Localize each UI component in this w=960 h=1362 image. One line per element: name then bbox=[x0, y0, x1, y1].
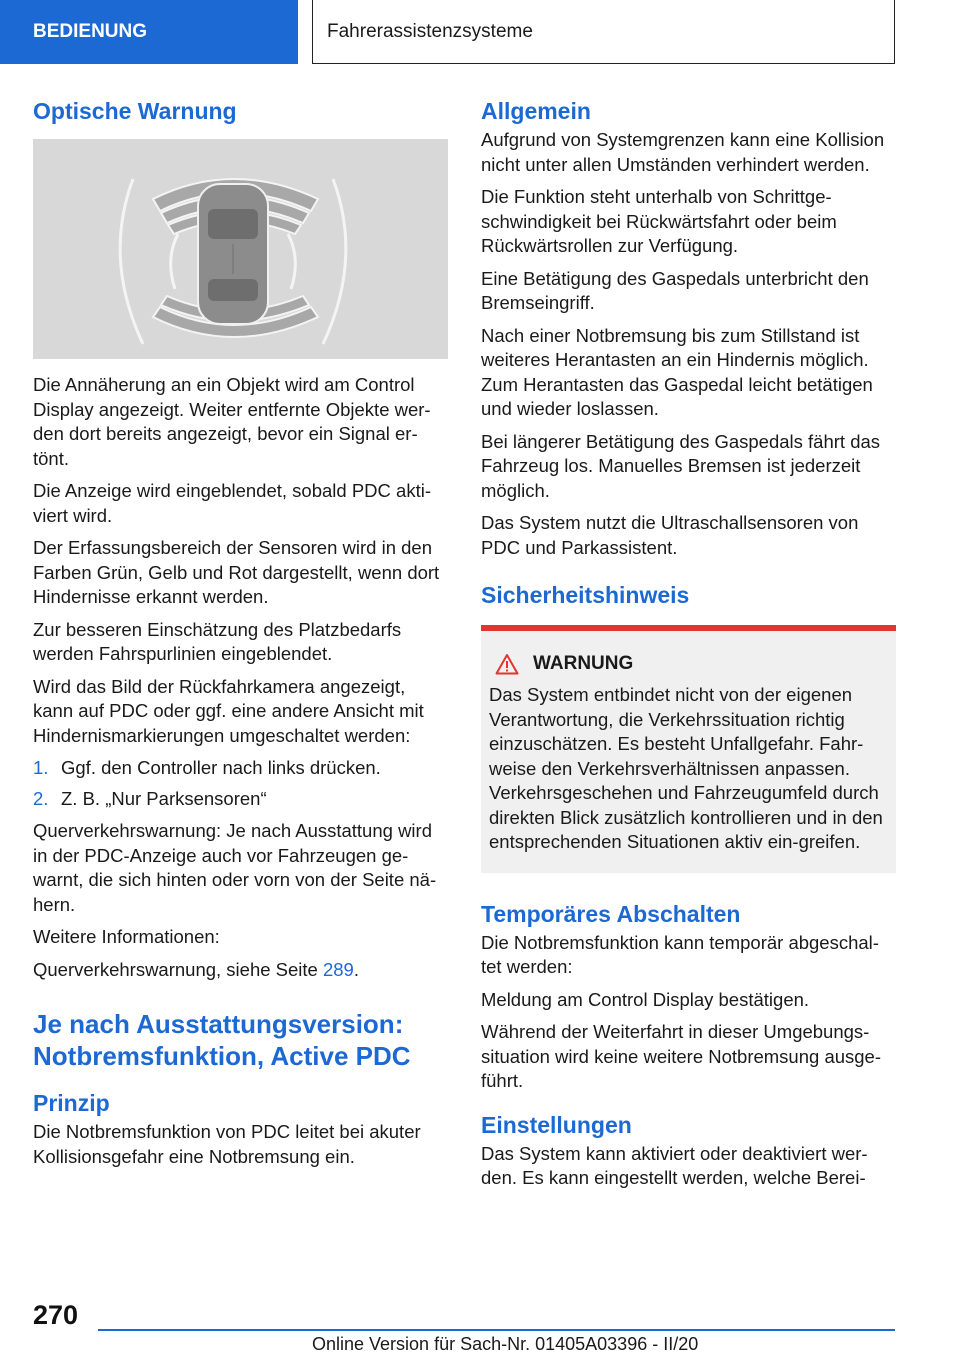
paragraph: Nach einer Notbremsung bis zum Stillstand ist weiteres Herantasten an ein Hindernis möglich. Zum Herantasten das Gaspedal leicht betätigen und wieder loslassen. bbox=[481, 324, 873, 419]
warning-triangle-icon bbox=[495, 653, 519, 675]
paragraph-cross-reference bbox=[33, 958, 448, 983]
step-list bbox=[33, 756, 448, 811]
paragraph: Die Notbremsfunktion von PDC leitet bei akuter Kollisionsgefahr eine Notbremsung ein. bbox=[33, 1121, 421, 1167]
paragraph: Die Annäherung an ein Objekt wird am Control Display angezeigt. Weiter entfernte Objekte wer-den dort bereits angezeigt, bevor ein Signal er-tönt. bbox=[33, 374, 431, 469]
heading-optische-warnung: Optische Warnung bbox=[33, 98, 237, 124]
left-column bbox=[33, 98, 448, 1177]
list-item bbox=[33, 756, 448, 781]
footer-divider bbox=[98, 1329, 895, 1331]
online-version-note: Online Version für Sach-Nr. 01405A03396 - II/20 bbox=[312, 1334, 699, 1354]
pdc-display-figure bbox=[33, 139, 448, 359]
chapter-title: Fahrerassistenzsysteme bbox=[327, 20, 533, 42]
right-column bbox=[481, 98, 896, 1199]
warning-title bbox=[489, 653, 888, 675]
paragraph: Die Notbremsfunktion kann temporär abgeschal-tet werden: bbox=[481, 931, 879, 977]
heading-sicherheitshinweis: Sicherheitshinweis bbox=[481, 582, 690, 608]
paragraph: Die Anzeige wird eingeblendet, sobald PDC akti-viert wird. bbox=[33, 480, 431, 526]
paragraph: Weitere Informationen: bbox=[33, 926, 220, 947]
paragraph: Während der Weiterfahrt in dieser Umgebungs-situation wird keine weitere Notbremsung ausge-führt. bbox=[481, 1021, 882, 1091]
page-link-289[interactable]: 289 bbox=[322, 958, 354, 980]
reference-text: Querverkehrswarnung, siehe Seite bbox=[33, 958, 323, 980]
paragraph: Aufgrund von Systemgrenzen kann eine Kollision nicht unter allen Umständen verhindert werden. bbox=[481, 129, 885, 175]
heading-temporaeres-abschalten: Temporäres Abschalten bbox=[481, 900, 741, 927]
paragraph: Meldung am Control Display bestätigen. bbox=[481, 988, 810, 1010]
section-tab bbox=[0, 0, 298, 64]
step-number: 1. bbox=[33, 757, 49, 778]
warning-label: WARNUNG bbox=[533, 653, 634, 674]
paragraph: Eine Betätigung des Gaspedals unterbricht den Bremseingriff. bbox=[481, 267, 869, 313]
step-text: Z. B. „Nur Parksensoren“ bbox=[61, 787, 267, 809]
paragraph: Die Funktion steht unterhalb von Schrittge-schwindigkeit bei Rückwärtsfahrt oder beim Rückwärtsrollen zur Verfügung. bbox=[481, 186, 837, 256]
heading-allgemein: Allgemein bbox=[481, 98, 591, 124]
paragraph: Zur besseren Einschätzung des Platzbedarfs werden Fahrspurlinien eingeblendet. bbox=[33, 618, 402, 664]
paragraph: Querverkehrswarnung: Je nach Ausstattung wird in der PDC-Anzeige auch vor Fahrzeugen ge-warnt, die sich hinten oder vorn von der Seite nä-hern. bbox=[33, 820, 437, 915]
warning-box bbox=[481, 625, 896, 873]
heading-einstellungen: Einstellungen bbox=[481, 1111, 632, 1138]
paragraph: Wird das Bild der Rückfahrkamera angezeigt, kann auf PDC oder ggf. eine andere Ansicht mit Hindernismarkierungen umgeschaltet werden: bbox=[33, 675, 424, 746]
car-sensor-illustration-icon bbox=[33, 139, 448, 359]
list-item bbox=[33, 787, 448, 812]
step-number: 2. bbox=[33, 787, 49, 809]
heading-notbremsfunktion: Je nach Ausstattungsversion: Notbremsfunktion, Active PDC bbox=[33, 1009, 411, 1071]
page-number: 270 bbox=[33, 1300, 79, 1330]
paragraph: Bei längerer Betätigung des Gaspedals fährt das Fahrzeug los. Manuelles Bremsen ist jederzeit möglich. bbox=[481, 430, 881, 501]
paragraph: Das System nutzt die Ultraschallsensoren von PDC und Parkassistent. bbox=[481, 512, 859, 558]
section-tab-label: BEDIENUNG bbox=[33, 21, 148, 42]
step-text: Ggf. den Controller nach links drücken. bbox=[61, 757, 381, 778]
heading-prinzip: Prinzip bbox=[33, 1090, 110, 1116]
reference-suffix: . bbox=[353, 958, 359, 980]
paragraph: Das System kann aktiviert oder deaktiviert wer-den. Es kann eingestellt werden, welche Berei- bbox=[481, 1142, 868, 1188]
chapter-header bbox=[312, 0, 895, 64]
warning-text: Das System entbindet nicht von der eigenen Verantwortung, die Verkehrssituation richtig einzuschätzen. Es besteht Unfallgefahr. Fahr-weise den Verkehrsverhältnissen anpassen. Verkehrsgeschehen und Fahrzeugumfeld durch direkten Blick zusätzlich kontrollieren und in den entsprechenden Situationen aktiv ein-greifen. bbox=[489, 684, 883, 852]
paragraph: Der Erfassungsbereich der Sensoren wird in den Farben Grün, Gelb und Rot dargestellt, wenn dort Hindernisse erkannt werden. bbox=[33, 537, 440, 607]
